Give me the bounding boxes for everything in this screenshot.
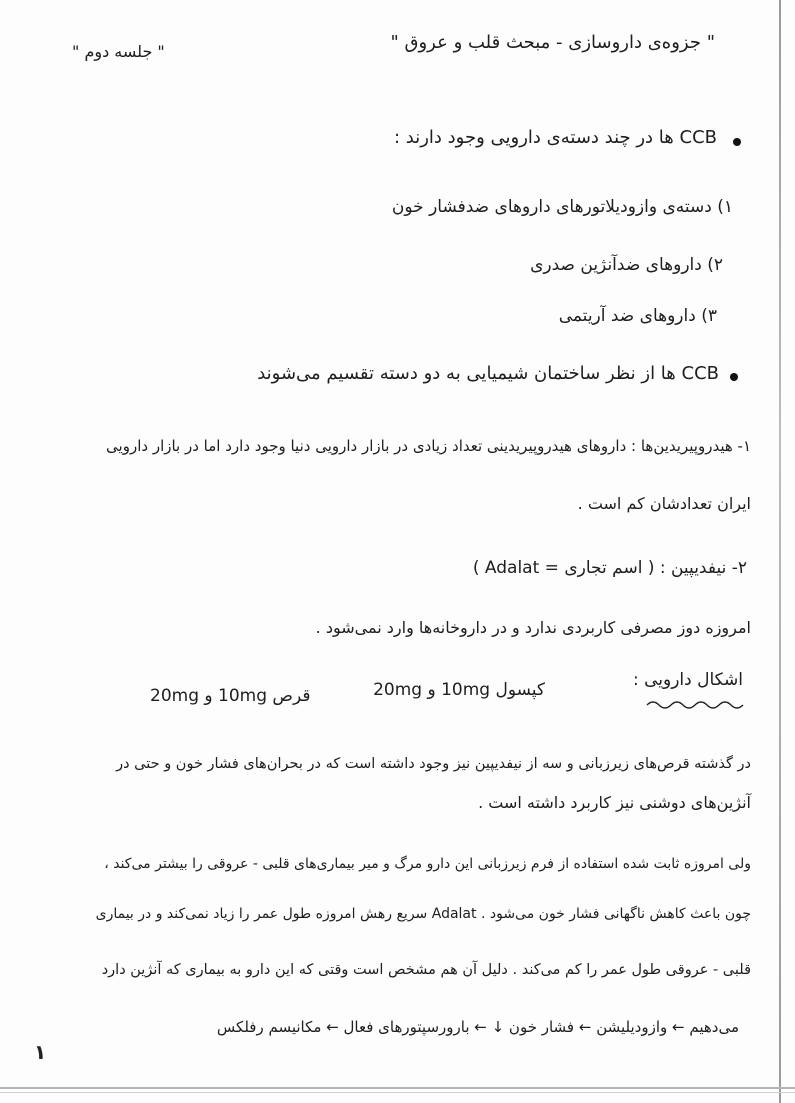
forms-capsule: کپسول 10mg و 20mg xyxy=(373,680,545,700)
forms-tablet: قرص 10mg و 20mg xyxy=(150,686,311,706)
forms-label: اشکال دارویی : xyxy=(632,670,743,690)
document-title: " جزوه‌ی داروسازی - مبحث قلب و عروق " xyxy=(390,32,715,53)
section-line: ۱- هیدروپیریدین‌ها : داروهای هیدروپیریدینی تعداد زیادی در بازار دارویی دنیا وجود دارد اما در بازار دارویی xyxy=(106,437,751,455)
session-label: " جلسه دوم " xyxy=(72,42,165,61)
section-line: ایران تعدادشان کم است . xyxy=(577,494,751,513)
paragraph-line: می‌دهیم ← وازودیلیشن ← فشار خون ↓ ← بارورسپتورهای فعال ← مکانیسم رفلکس xyxy=(216,1018,739,1036)
page-edge-bottom-shadow xyxy=(0,1092,795,1093)
bullet-text: CCB ها در چند دسته‌ی دارویی وجود دارند : xyxy=(393,127,717,148)
list-item: ۳) داروهای ضد آریتمی xyxy=(558,306,717,326)
paragraph-line: چون باعث کاهش ناگهانی فشار خون می‌شود . Adalat سریع رهش امروزه طول عمر را زیاد نمی‌کند و در بیماری xyxy=(95,906,751,922)
bullet-text: CCB ها از نظر ساختمان شیمیایی به دو دسته تقسیم می‌شوند xyxy=(257,363,719,384)
page-edge-right xyxy=(779,0,781,1103)
list-item: ۲) داروهای ضدآنژین صدری xyxy=(530,255,723,275)
bullet-dot xyxy=(730,373,738,381)
section-line: امروزه دوز مصرفی کاربردی ندارد و در داروخانه‌ها وارد نمی‌شود . xyxy=(315,618,751,637)
list-item: ۱) دسته‌ی وازودیلاتورهای داروهای ضدفشار خون xyxy=(391,197,733,217)
paragraph-line: ولی امروزه ثابت شده استفاده از فرم زیرزبانی این دارو مرگ و میر بیماری‌های قلبی - عروقی را بیشتر می‌کند ، xyxy=(104,856,751,872)
paragraph-line: قلبی - عروقی طول عمر را کم می‌کند . دلیل آن هم مشخص است وقتی که این دارو به بیماری که آنژین دارد xyxy=(101,962,751,978)
section-heading: ۲- نیفدیپین : ( اسم تجاری = Adalat ) xyxy=(472,558,747,578)
underline-squiggle xyxy=(645,698,745,712)
page-number: ۱ xyxy=(34,1040,47,1064)
paragraph-line: در گذشته قرص‌های زیرزبانی و سه از نیفدیپین نیز وجود داشته است که در بحران‌های فشار خون و حتی در xyxy=(116,756,751,772)
page-edge-bottom xyxy=(0,1087,795,1089)
paragraph-line: آنژین‌های دوشنی نیز کاربرد داشته است . xyxy=(478,793,751,812)
bullet-dot xyxy=(733,138,741,146)
